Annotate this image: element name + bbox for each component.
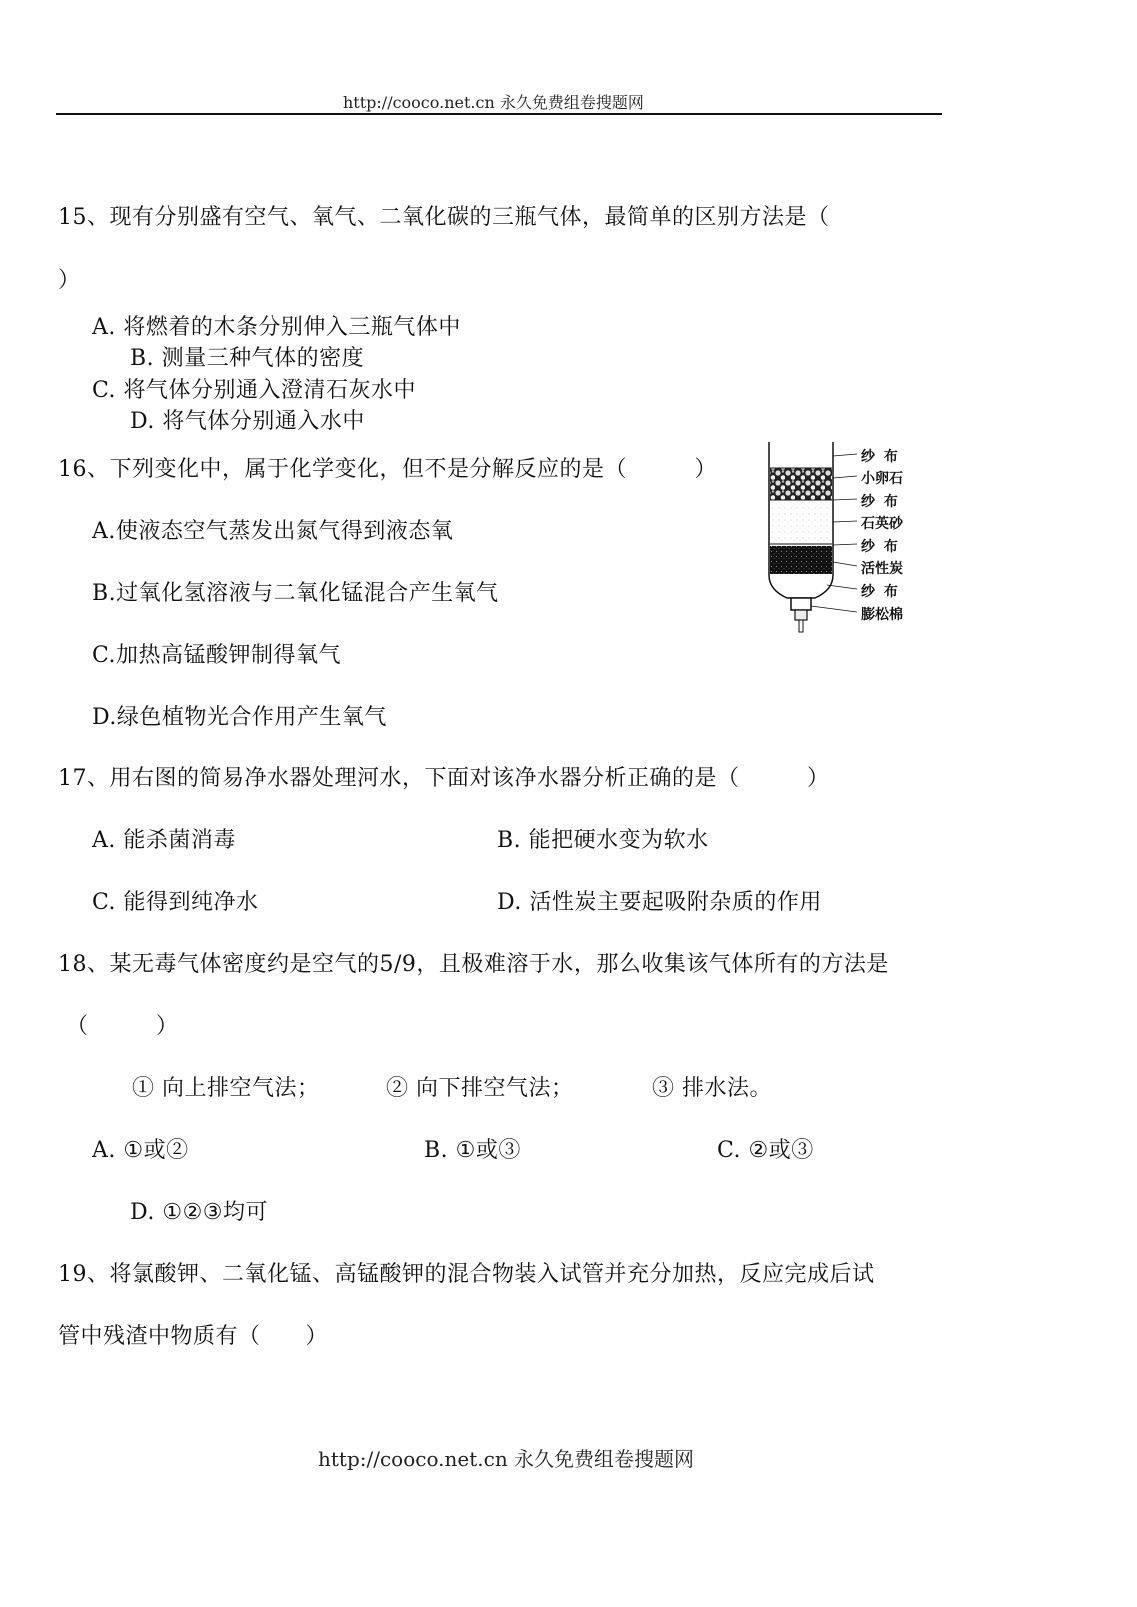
page-footer: http://cooco.net.cn 永久免费组卷搜题网 bbox=[318, 1447, 695, 1471]
figure-label-quartz-sand: 石英砂 bbox=[861, 516, 903, 532]
water-filter-figure bbox=[765, 440, 935, 640]
figure-label-gauze-1: 纱 布 bbox=[861, 449, 900, 465]
q18-option-b: B. ①或③ bbox=[424, 1138, 521, 1163]
figure-label-gauze-4: 纱 布 bbox=[861, 584, 900, 600]
q15-option-c: C. 将气体分别通入澄清石灰水中 bbox=[92, 378, 417, 403]
q17-option-a: A. 能杀菌消毒 bbox=[92, 828, 236, 853]
q15-stem-line2: ） bbox=[58, 268, 81, 293]
water-filter-diagram bbox=[765, 440, 935, 640]
q16-option-b: B.过氧化氢溶液与二氧化锰混合产生氧气 bbox=[92, 581, 499, 606]
q19-stem-line1: 19、将氯酸钾、二氧化锰、高锰酸钾的混合物装入试管并充分加热，反应完成后试 bbox=[58, 1262, 875, 1287]
q18-stem-line1: 18、某无毒气体密度约是空气的5/9，且极难溶于水，那么收集该气体所有的方法是 bbox=[58, 952, 889, 977]
q16-option-d: D.绿色植物光合作用产生氧气 bbox=[92, 705, 387, 730]
q17-option-c: C. 能得到纯净水 bbox=[92, 890, 259, 915]
q18-option-a: A. ①或② bbox=[92, 1138, 189, 1163]
q19-stem-line2: 管中残渣中物质有（ ） bbox=[58, 1324, 329, 1349]
q18-method-2: ② 向下排空气法； bbox=[386, 1076, 574, 1101]
q17-option-b: B. 能把硬水变为软水 bbox=[497, 828, 709, 853]
q16-option-c: C.加热高锰酸钾制得氧气 bbox=[92, 643, 342, 668]
q15-option-a: A. 将燃着的木条分别伸入三瓶气体中 bbox=[92, 315, 461, 340]
figure-label-cotton: 膨松棉 bbox=[861, 607, 903, 623]
q15-option-d: D. 将气体分别通入水中 bbox=[130, 409, 365, 434]
figure-label-gauze-3: 纱 布 bbox=[861, 539, 900, 555]
q15-option-b: B. 测量三种气体的密度 bbox=[130, 346, 365, 371]
figure-label-gauze-2: 纱 布 bbox=[861, 494, 900, 510]
q17-option-d: D. 活性炭主要起吸附杂质的作用 bbox=[497, 890, 822, 915]
q18-option-d: D. ①②③均可 bbox=[130, 1200, 269, 1225]
figure-label-activated-carbon: 活性炭 bbox=[861, 561, 903, 577]
q16-option-a: A.使液态空气蒸发出氮气得到液态氧 bbox=[92, 519, 454, 544]
q18-option-c: C. ②或③ bbox=[717, 1138, 814, 1163]
figure-label-pebbles: 小卵石 bbox=[861, 471, 903, 487]
header-rule bbox=[56, 113, 942, 115]
q18-method-1: ① 向上排空气法； bbox=[132, 1076, 320, 1101]
q16-stem: 16、下列变化中，属于化学变化，但不是分解反应的是（ ） bbox=[58, 457, 717, 482]
q18-stem-line2: （ ） bbox=[66, 1014, 179, 1039]
q18-method-3: ③ 排水法。 bbox=[652, 1076, 772, 1101]
q17-stem: 17、用右图的简易净水器处理河水，下面对该净水器分析正确的是（ ） bbox=[58, 766, 830, 791]
q15-stem-line1: 15、现有分别盛有空气、氧气、二氧化碳的三瓶气体，最简单的区别方法是（ bbox=[58, 205, 830, 230]
page-header: http://cooco.net.cn 永久免费组卷搜题网 bbox=[343, 93, 644, 112]
